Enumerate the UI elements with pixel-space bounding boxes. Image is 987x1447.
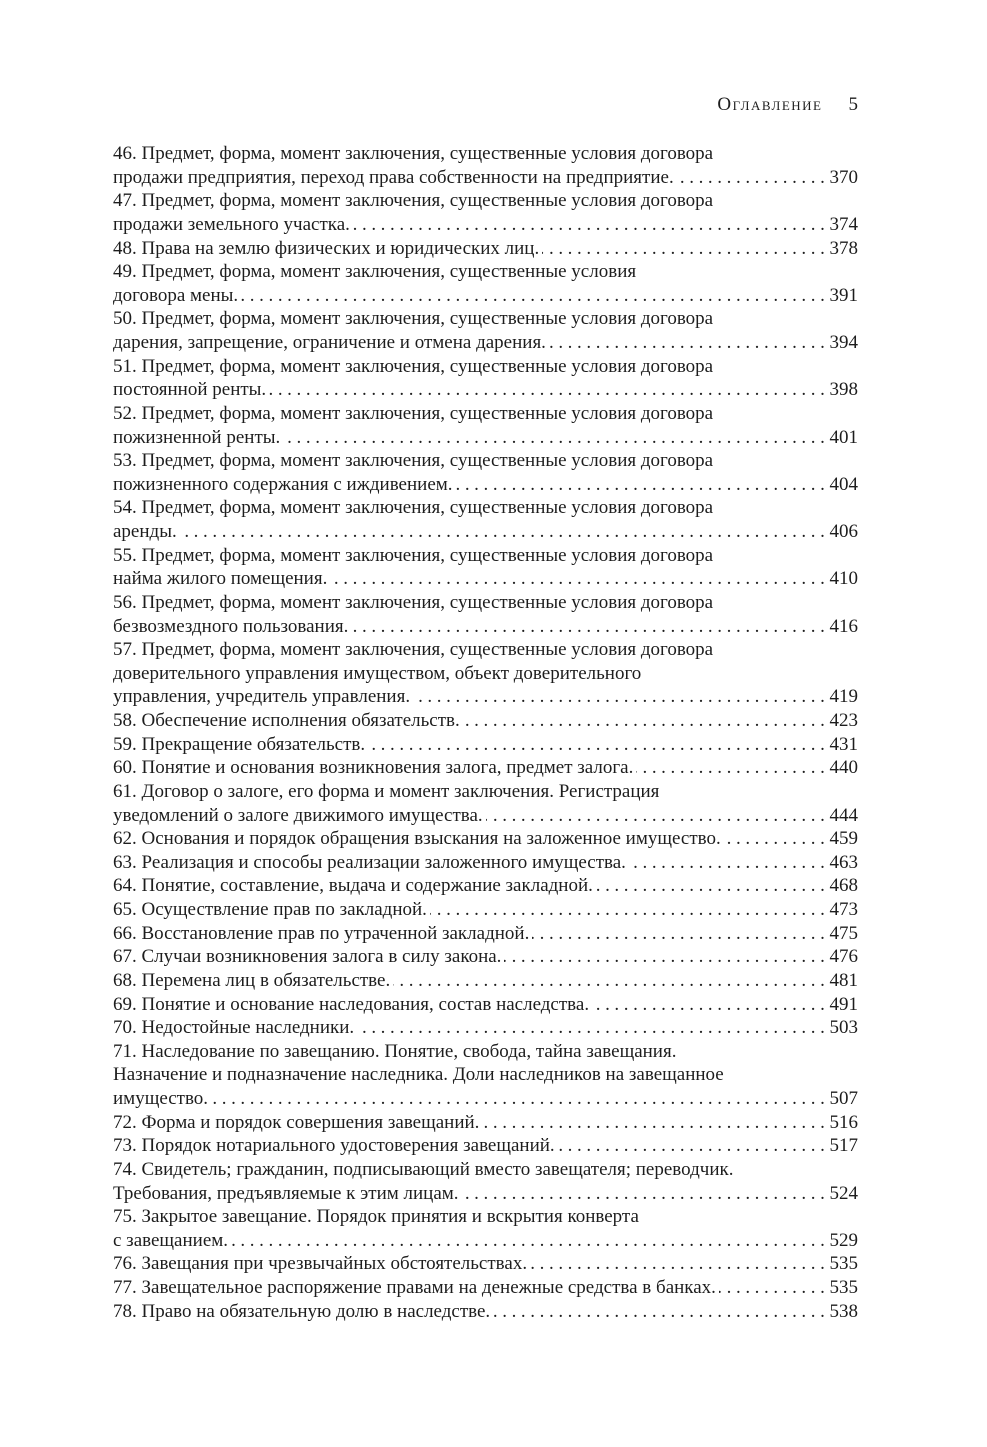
toc-entry-text: 46. Предмет, форма, момент заключения, существенные условия договора xyxy=(113,143,714,164)
toc-entry-text: 74. Свидетель; гражданин, подписывающий вместо завещателя; переводчик. xyxy=(113,1158,734,1180)
dot-leader xyxy=(456,473,830,497)
dot-leader xyxy=(351,615,829,639)
toc-page-number: 529 xyxy=(829,1229,858,1251)
toc-entry-line xyxy=(113,969,858,993)
toc-page-number: 535 xyxy=(829,1277,858,1298)
dot-leader xyxy=(462,1182,830,1206)
toc-entry-line xyxy=(113,402,858,426)
toc-entry-line xyxy=(113,1063,858,1087)
toc-entry-text: 53. Предмет, форма, момент заключения, существенные условия договора xyxy=(113,450,714,472)
toc-page-number: 507 xyxy=(829,1088,858,1109)
toc-list xyxy=(113,142,858,1323)
toc-page-number: 378 xyxy=(829,237,858,259)
toc-entry-line xyxy=(113,1087,858,1111)
toc-entry-text: пожизненного содержания с иждивением. xyxy=(113,473,453,495)
toc-entry-line xyxy=(113,851,858,875)
toc-entry-line xyxy=(113,733,858,757)
toc-page-number: 406 xyxy=(829,521,858,542)
toc-entry-line xyxy=(113,378,858,402)
toc-entry-text: продажи предприятия, переход права собственности на предприятие. xyxy=(113,166,674,188)
dot-leader xyxy=(493,1300,829,1324)
toc-entry-line xyxy=(113,1040,858,1064)
toc-page-number: 444 xyxy=(829,804,858,826)
toc-entry-line xyxy=(113,756,858,780)
toc-entry-text: 50. Предмет, форма, момент заключения, существенные условия договора xyxy=(113,308,714,330)
toc-page-number: 419 xyxy=(829,686,858,708)
dot-leader xyxy=(231,1229,829,1253)
toc-page-number: 481 xyxy=(829,969,858,991)
toc-entry-line xyxy=(113,1252,858,1276)
toc-entry-line xyxy=(113,307,858,331)
toc-entry-line xyxy=(113,355,858,379)
dot-leader xyxy=(463,709,830,733)
toc-entry-line xyxy=(113,331,858,355)
toc-entry-line xyxy=(113,1016,858,1040)
toc-entry-text: продажи земельного участка. xyxy=(113,213,350,235)
toc-entry-text: 48. Права на землю физических и юридических лиц. xyxy=(113,237,540,259)
toc-entry-line xyxy=(113,567,858,591)
toc-entry-text: доверительного управления имуществом, объект доверительного xyxy=(113,662,642,684)
toc-entry-line xyxy=(113,827,858,851)
toc-entry-text: безвозмездного пользования. xyxy=(113,615,349,637)
dot-leader xyxy=(353,213,830,237)
toc-page-number: 535 xyxy=(829,1253,858,1275)
toc-page-number: 423 xyxy=(829,710,858,731)
toc-entry-line xyxy=(113,780,858,804)
toc-page-number: 416 xyxy=(829,615,858,637)
toc-page-number: 394 xyxy=(829,332,858,353)
dot-leader xyxy=(482,1111,829,1135)
toc-entry-line xyxy=(113,945,858,969)
dot-leader xyxy=(241,284,829,308)
toc-page-number: 410 xyxy=(829,568,858,590)
running-header-title: Оглавление xyxy=(717,94,823,115)
toc-entry-text: Назначение и подназначение наследника. Доли наследников на завещанное xyxy=(113,1064,724,1086)
toc-entry-text: 62. Основания и порядок обращения взыскания на заложенное имущество. xyxy=(113,828,721,850)
toc-entry-text: найма жилого помещения. xyxy=(113,568,328,590)
toc-entry-text: 65. Осуществление прав по закладной. xyxy=(113,899,427,920)
toc-page-number: 516 xyxy=(829,1111,858,1133)
toc-entry-text: 57. Предмет, форма, момент заключения, существенные условия договора xyxy=(113,639,714,661)
toc-page-number: 475 xyxy=(829,922,858,944)
toc-entry-text: 70. Недостойные наследники. xyxy=(113,1017,355,1039)
toc-page-number: 391 xyxy=(829,284,858,306)
toc-entry-line xyxy=(113,709,858,733)
toc-entry-line xyxy=(113,1205,858,1229)
toc-page-number: 431 xyxy=(829,733,858,755)
toc-entry-line xyxy=(113,662,858,686)
toc-entry-text: с завещанием. xyxy=(113,1229,229,1251)
dot-leader xyxy=(486,804,830,828)
toc-entry-text: дарения, запрещение, ограничение и отмена дарения. xyxy=(113,332,546,353)
toc-entry-text: 55. Предмет, форма, момент заключения, существенные условия договора xyxy=(113,544,714,566)
toc-page-number: 374 xyxy=(829,213,858,235)
toc-entry-line xyxy=(113,142,858,166)
toc-entry-line xyxy=(113,284,858,308)
toc-entry-line xyxy=(113,213,858,237)
dot-leader xyxy=(724,827,830,851)
toc-entry-text: управления, учредитель управления. xyxy=(113,686,411,708)
toc-page-number: 404 xyxy=(829,473,858,495)
dot-leader xyxy=(269,378,829,402)
toc-entry-text: 51. Предмет, форма, момент заключения, существенные условия договора xyxy=(113,355,714,377)
toc-page-number: 473 xyxy=(829,899,858,920)
toc-page-number: 398 xyxy=(829,379,858,401)
toc-entry-text: 72. Форма и порядок совершения завещаний. xyxy=(113,1111,480,1133)
running-header-page-number: 5 xyxy=(848,94,858,115)
toc-entry-text: 49. Предмет, форма, момент заключения, существенные условия xyxy=(113,261,637,283)
toc-entry-line xyxy=(113,544,858,568)
toc-entry-line xyxy=(113,496,858,520)
dot-leader xyxy=(629,851,830,875)
dot-leader xyxy=(677,166,830,190)
toc-entry-line xyxy=(113,685,858,709)
toc-entry-line xyxy=(113,638,858,662)
toc-entry-line xyxy=(113,922,858,946)
dot-leader xyxy=(283,426,829,450)
toc-entry-text: 71. Наследование по завещанию. Понятие, свобода, тайна завещания. xyxy=(113,1040,677,1062)
running-header xyxy=(113,94,858,116)
toc-entry-text: имущество. xyxy=(113,1088,209,1109)
toc-entry-text: 59. Прекращение обязательств. xyxy=(113,733,366,755)
toc-entry-text: 58. Обеспечение исполнения обязательств. xyxy=(113,710,460,731)
toc-entry-line xyxy=(113,1134,858,1158)
toc-entry-line xyxy=(113,615,858,639)
toc-page-number: 524 xyxy=(829,1182,858,1204)
dot-leader xyxy=(330,567,829,591)
toc-entry-text: 66. Восстановление прав по утраченной закладной. xyxy=(113,922,530,944)
dot-leader xyxy=(413,685,829,709)
toc-entry-text: 73. Порядок нотариального удостоверения завещаний. xyxy=(113,1135,555,1157)
toc-entry-text: 69. Понятие и основание наследования, состав наследства. xyxy=(113,993,590,1015)
toc-entry-line xyxy=(113,1111,858,1135)
dot-leader xyxy=(719,1276,830,1300)
toc-entry-text: постоянной ренты. xyxy=(113,379,267,401)
dot-leader xyxy=(532,922,829,946)
toc-entry-text: 77. Завещательное распоряжение правами на денежные средства в банках. xyxy=(113,1277,716,1298)
toc-entry-line xyxy=(113,804,858,828)
toc-entry-line xyxy=(113,166,858,190)
toc-entry-line xyxy=(113,1276,858,1300)
dot-leader xyxy=(430,898,830,922)
toc-page-number: 538 xyxy=(829,1300,858,1322)
toc-entry-line xyxy=(113,426,858,450)
toc-entry-text: Требования, предъявляемые к этим лицам. xyxy=(113,1182,459,1204)
toc-entry-text: 54. Предмет, форма, момент заключения, существенные условия договора xyxy=(113,497,714,519)
toc-page-number: 517 xyxy=(829,1135,858,1157)
toc-entry-line xyxy=(113,189,858,213)
toc-entry-line xyxy=(113,993,858,1017)
toc-entry-text: 52. Предмет, форма, момент заключения, существенные условия договора xyxy=(113,402,714,424)
toc-entry-text: 63. Реализация и способы реализации заложенного имущества. xyxy=(113,851,626,873)
toc-entry-text: 64. Понятие, составление, выдача и содержание закладной. xyxy=(113,875,593,897)
toc-entry-text: аренды. xyxy=(113,521,177,542)
toc-entry-text: пожизненной ренты. xyxy=(113,426,281,448)
toc-entry-text: 68. Перемена лиц в обязательстве. xyxy=(113,969,391,991)
toc-entry-text: 56. Предмет, форма, момент заключения, существенные условия договора xyxy=(113,591,714,613)
dot-leader xyxy=(549,331,830,355)
toc-entry-text: 75. Закрытое завещание. Порядок принятия и вскрытия конверта xyxy=(113,1206,639,1228)
toc-page-number: 503 xyxy=(829,1017,858,1039)
dot-leader xyxy=(636,756,829,780)
toc-entry-line xyxy=(113,1158,858,1182)
toc-page-number: 370 xyxy=(829,166,858,188)
toc-page-number: 401 xyxy=(829,426,858,448)
toc-entry-line xyxy=(113,520,858,544)
dot-leader xyxy=(357,1016,829,1040)
dot-leader xyxy=(542,237,829,261)
toc-entry-text: 60. Понятие и основания возникновения залога, предмет залога. xyxy=(113,757,634,779)
dot-leader xyxy=(558,1134,830,1158)
toc-entry-line xyxy=(113,473,858,497)
toc-page-number: 440 xyxy=(829,757,858,779)
dot-leader xyxy=(596,874,830,898)
dot-leader xyxy=(504,945,829,969)
toc-page-number: 476 xyxy=(829,946,858,968)
toc-entry-line xyxy=(113,898,858,922)
toc-entry-text: 61. Договор о залоге, его форма и момент заключения. Регистрация xyxy=(113,780,660,802)
dot-leader xyxy=(530,1252,829,1276)
dot-leader xyxy=(393,969,829,993)
toc-entry-line xyxy=(113,591,858,615)
toc-entry-text: 76. Завещания при чрезвычайных обстоятельствах. xyxy=(113,1253,528,1275)
dot-leader xyxy=(180,520,830,544)
dot-leader xyxy=(368,733,829,757)
toc-page-number: 463 xyxy=(829,851,858,873)
toc-entry-text: договора мены. xyxy=(113,284,239,306)
toc-entry-line xyxy=(113,1182,858,1206)
toc-entry-text: 78. Право на обязательную долю в наследстве. xyxy=(113,1300,491,1322)
toc-entry-line xyxy=(113,874,858,898)
toc-entry-text: 67. Случаи возникновения залога в силу закона. xyxy=(113,946,502,968)
toc-entry-line xyxy=(113,237,858,261)
toc-entry-line xyxy=(113,449,858,473)
dot-leader xyxy=(211,1087,829,1111)
toc-page-number: 468 xyxy=(829,875,858,897)
dot-leader xyxy=(592,993,829,1017)
toc-page-number: 459 xyxy=(829,828,858,850)
toc-entry-line xyxy=(113,1300,858,1324)
toc-page-number: 491 xyxy=(829,993,858,1015)
toc-entry-line xyxy=(113,260,858,284)
toc-entry-text: 47. Предмет, форма, момент заключения, существенные условия договора xyxy=(113,190,714,212)
toc-entry-line xyxy=(113,1229,858,1253)
toc-entry-text: уведомлений о залоге движимого имущества. xyxy=(113,804,483,826)
